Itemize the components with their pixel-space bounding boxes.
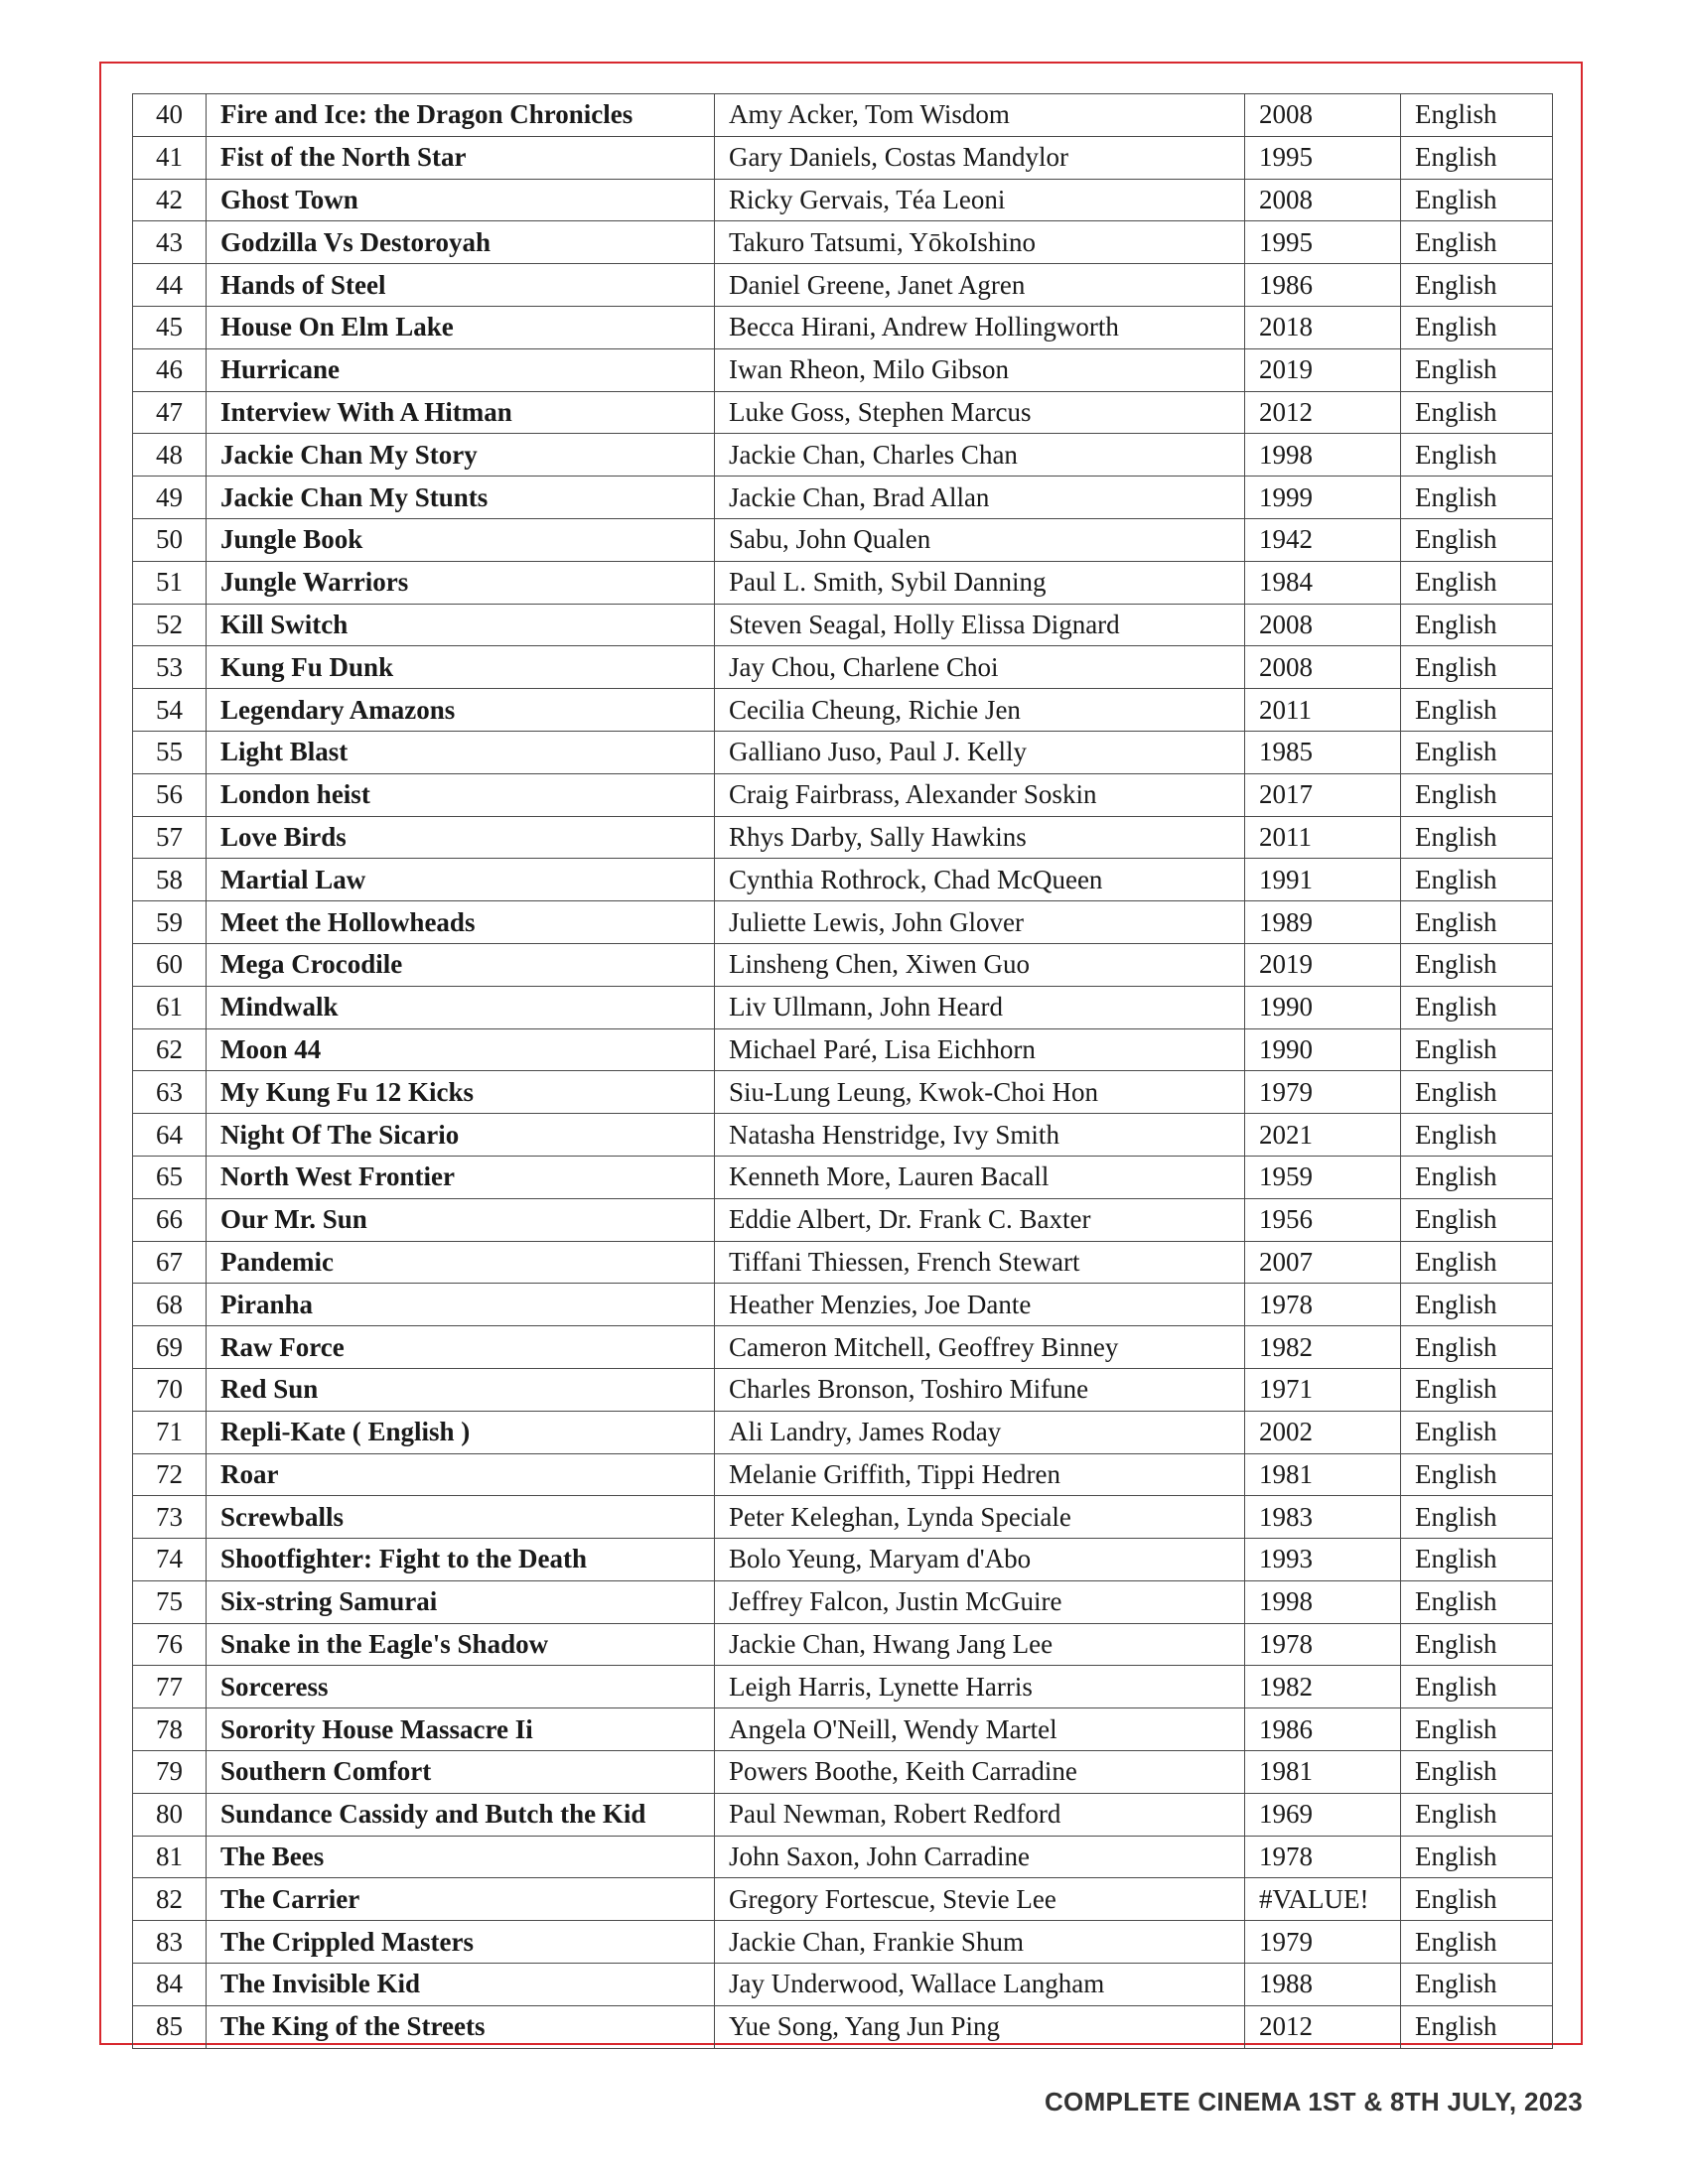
- film-number: 49: [133, 477, 207, 519]
- film-year: 1981: [1245, 1751, 1401, 1794]
- film-title: Piranha: [207, 1284, 715, 1326]
- table-row: [133, 1708, 1553, 1751]
- table-row: [133, 689, 1553, 732]
- film-number: 66: [133, 1198, 207, 1241]
- film-year: 1998: [1245, 434, 1401, 477]
- film-cast: Paul Newman, Robert Redford: [715, 1793, 1245, 1836]
- film-title: The Crippled Masters: [207, 1921, 715, 1964]
- film-number: 81: [133, 1836, 207, 1878]
- film-title: The Bees: [207, 1836, 715, 1878]
- table-row: [133, 986, 1553, 1028]
- film-cast: Jeffrey Falcon, Justin McGuire: [715, 1580, 1245, 1623]
- film-year: 2017: [1245, 773, 1401, 816]
- film-title: Roar: [207, 1453, 715, 1496]
- film-number: 50: [133, 518, 207, 561]
- film-language: English: [1401, 689, 1553, 732]
- film-cast: John Saxon, John Carradine: [715, 1836, 1245, 1878]
- film-year: 1989: [1245, 901, 1401, 944]
- film-number: 75: [133, 1580, 207, 1623]
- film-year: 1978: [1245, 1284, 1401, 1326]
- film-year: 1982: [1245, 1326, 1401, 1369]
- film-number: 82: [133, 1878, 207, 1921]
- film-number: 45: [133, 306, 207, 348]
- film-year: 2007: [1245, 1241, 1401, 1284]
- table-row: [133, 1793, 1553, 1836]
- film-year: 2008: [1245, 94, 1401, 137]
- film-language: English: [1401, 1921, 1553, 1964]
- table-row: [133, 477, 1553, 519]
- film-cast: Liv Ullmann, John Heard: [715, 986, 1245, 1028]
- table-row: [133, 1241, 1553, 1284]
- film-number: 80: [133, 1793, 207, 1836]
- film-language: English: [1401, 943, 1553, 986]
- film-title: Repli-Kate ( English ): [207, 1411, 715, 1453]
- film-year: 2011: [1245, 816, 1401, 859]
- film-language: English: [1401, 518, 1553, 561]
- table-row: [133, 731, 1553, 773]
- film-cast: Eddie Albert, Dr. Frank C. Baxter: [715, 1198, 1245, 1241]
- table-row: [133, 179, 1553, 221]
- table-row: [133, 1623, 1553, 1666]
- film-year: 1942: [1245, 518, 1401, 561]
- film-language: English: [1401, 859, 1553, 901]
- film-language: English: [1401, 1708, 1553, 1751]
- film-title: The Invisible Kid: [207, 1964, 715, 2006]
- film-number: 41: [133, 136, 207, 179]
- film-title: Godzilla Vs Destoroyah: [207, 221, 715, 264]
- film-year: 2019: [1245, 943, 1401, 986]
- table-row: [133, 94, 1553, 137]
- film-title: Jungle Warriors: [207, 561, 715, 604]
- film-title: Sundance Cassidy and Butch the Kid: [207, 1793, 715, 1836]
- film-title: My Kung Fu 12 Kicks: [207, 1071, 715, 1114]
- film-cast: Amy Acker, Tom Wisdom: [715, 94, 1245, 137]
- film-language: English: [1401, 264, 1553, 307]
- film-number: 47: [133, 391, 207, 434]
- film-title: Shootfighter: Fight to the Death: [207, 1539, 715, 1581]
- film-number: 85: [133, 2005, 207, 2048]
- film-year: 1979: [1245, 1071, 1401, 1114]
- film-cast: Natasha Henstridge, Ivy Smith: [715, 1114, 1245, 1157]
- film-year: 1991: [1245, 859, 1401, 901]
- film-number: 56: [133, 773, 207, 816]
- film-language: English: [1401, 1496, 1553, 1539]
- footer-caption: COMPLETE CINEMA 1ST & 8TH JULY, 2023: [1044, 2087, 1583, 2116]
- film-cast: Jackie Chan, Brad Allan: [715, 477, 1245, 519]
- film-language: English: [1401, 1411, 1553, 1453]
- film-cast: Becca Hirani, Andrew Hollingworth: [715, 306, 1245, 348]
- film-cast: Peter Keleghan, Lynda Speciale: [715, 1496, 1245, 1539]
- film-cast: Jackie Chan, Charles Chan: [715, 434, 1245, 477]
- film-language: English: [1401, 1623, 1553, 1666]
- table-row: [133, 1156, 1553, 1198]
- film-title: Jungle Book: [207, 518, 715, 561]
- table-row: [133, 1198, 1553, 1241]
- table-row: [133, 1921, 1553, 1964]
- film-year: 2008: [1245, 604, 1401, 646]
- film-language: English: [1401, 1368, 1553, 1411]
- film-cast: Tiffani Thiessen, French Stewart: [715, 1241, 1245, 1284]
- film-number: 69: [133, 1326, 207, 1369]
- film-language: English: [1401, 1453, 1553, 1496]
- film-number: 46: [133, 348, 207, 391]
- table-row: [133, 859, 1553, 901]
- film-number: 71: [133, 1411, 207, 1453]
- table-row: [133, 1326, 1553, 1369]
- film-cast: Melanie Griffith, Tippi Hedren: [715, 1453, 1245, 1496]
- table-row: [133, 816, 1553, 859]
- film-year: 1986: [1245, 1708, 1401, 1751]
- film-cast: Heather Menzies, Joe Dante: [715, 1284, 1245, 1326]
- table-row: [133, 1114, 1553, 1157]
- film-cast: Sabu, John Qualen: [715, 518, 1245, 561]
- film-number: 79: [133, 1751, 207, 1794]
- film-language: English: [1401, 221, 1553, 264]
- film-cast: Steven Seagal, Holly Elissa Dignard: [715, 604, 1245, 646]
- film-year: 1978: [1245, 1836, 1401, 1878]
- film-cast: Leigh Harris, Lynette Harris: [715, 1666, 1245, 1708]
- film-cast: Jackie Chan, Hwang Jang Lee: [715, 1623, 1245, 1666]
- film-year: 1978: [1245, 1623, 1401, 1666]
- film-cast: Ricky Gervais, Téa Leoni: [715, 179, 1245, 221]
- film-title: Interview With A Hitman: [207, 391, 715, 434]
- film-title: Sorceress: [207, 1666, 715, 1708]
- film-cast: Jay Underwood, Wallace Langham: [715, 1964, 1245, 2006]
- film-title: Legendary Amazons: [207, 689, 715, 732]
- film-number: 52: [133, 604, 207, 646]
- film-title: House On Elm Lake: [207, 306, 715, 348]
- film-cast: Angela O'Neill, Wendy Martel: [715, 1708, 1245, 1751]
- film-year: 1956: [1245, 1198, 1401, 1241]
- film-year: 1993: [1245, 1539, 1401, 1581]
- film-number: 48: [133, 434, 207, 477]
- film-number: 72: [133, 1453, 207, 1496]
- film-year: 1995: [1245, 221, 1401, 264]
- film-language: English: [1401, 561, 1553, 604]
- film-number: 78: [133, 1708, 207, 1751]
- film-number: 58: [133, 859, 207, 901]
- film-year: 1995: [1245, 136, 1401, 179]
- film-language: English: [1401, 604, 1553, 646]
- film-cast: Takuro Tatsumi, YōkoIshino: [715, 221, 1245, 264]
- film-cast: Paul L. Smith, Sybil Danning: [715, 561, 1245, 604]
- film-cast: Michael Paré, Lisa Eichhorn: [715, 1028, 1245, 1071]
- film-language: English: [1401, 477, 1553, 519]
- film-cast: Powers Boothe, Keith Carradine: [715, 1751, 1245, 1794]
- film-number: 51: [133, 561, 207, 604]
- film-language: English: [1401, 1114, 1553, 1157]
- film-title: Hurricane: [207, 348, 715, 391]
- film-number: 73: [133, 1496, 207, 1539]
- film-number: 59: [133, 901, 207, 944]
- film-year: 1983: [1245, 1496, 1401, 1539]
- film-language: English: [1401, 434, 1553, 477]
- film-cast: Jackie Chan, Frankie Shum: [715, 1921, 1245, 1964]
- film-language: English: [1401, 306, 1553, 348]
- film-language: English: [1401, 136, 1553, 179]
- film-language: English: [1401, 731, 1553, 773]
- table-row: [133, 1071, 1553, 1114]
- film-language: English: [1401, 2005, 1553, 2048]
- film-cast: Charles Bronson, Toshiro Mifune: [715, 1368, 1245, 1411]
- table-row: [133, 1539, 1553, 1581]
- film-number: 57: [133, 816, 207, 859]
- table-row: [133, 306, 1553, 348]
- film-title: Love Birds: [207, 816, 715, 859]
- film-year: 1984: [1245, 561, 1401, 604]
- table-row: [133, 943, 1553, 986]
- film-year: 2012: [1245, 2005, 1401, 2048]
- film-title: Red Sun: [207, 1368, 715, 1411]
- film-year: 2018: [1245, 306, 1401, 348]
- film-cast: Gregory Fortescue, Stevie Lee: [715, 1878, 1245, 1921]
- film-year: 1979: [1245, 1921, 1401, 1964]
- film-language: English: [1401, 1198, 1553, 1241]
- film-year: 1999: [1245, 477, 1401, 519]
- film-language: English: [1401, 94, 1553, 137]
- film-cast: Kenneth More, Lauren Bacall: [715, 1156, 1245, 1198]
- film-title: The King of the Streets: [207, 2005, 715, 2048]
- film-cast: Yue Song, Yang Jun Ping: [715, 2005, 1245, 2048]
- table-row: [133, 1878, 1553, 1921]
- film-year: 1988: [1245, 1964, 1401, 2006]
- table-row: [133, 1836, 1553, 1878]
- film-language: English: [1401, 1284, 1553, 1326]
- film-year: 1971: [1245, 1368, 1401, 1411]
- film-number: 84: [133, 1964, 207, 2006]
- film-year: 2019: [1245, 348, 1401, 391]
- film-number: 83: [133, 1921, 207, 1964]
- table-row: [133, 1368, 1553, 1411]
- film-year: 1969: [1245, 1793, 1401, 1836]
- film-title: Raw Force: [207, 1326, 715, 1369]
- film-year: 2002: [1245, 1411, 1401, 1453]
- film-language: English: [1401, 1539, 1553, 1581]
- film-language: English: [1401, 1580, 1553, 1623]
- film-number: 60: [133, 943, 207, 986]
- film-number: 43: [133, 221, 207, 264]
- table-row: [133, 1028, 1553, 1071]
- table-row: [133, 1964, 1553, 2006]
- film-language: English: [1401, 1878, 1553, 1921]
- film-title: Light Blast: [207, 731, 715, 773]
- film-title: Sorority House Massacre Ii: [207, 1708, 715, 1751]
- table-row: [133, 561, 1553, 604]
- film-language: English: [1401, 348, 1553, 391]
- film-year: 2011: [1245, 689, 1401, 732]
- film-year: 1990: [1245, 986, 1401, 1028]
- film-number: 68: [133, 1284, 207, 1326]
- film-language: English: [1401, 1241, 1553, 1284]
- table-row: [133, 1666, 1553, 1708]
- film-title: The Carrier: [207, 1878, 715, 1921]
- film-language: English: [1401, 1071, 1553, 1114]
- film-year: 2012: [1245, 391, 1401, 434]
- film-language: English: [1401, 1028, 1553, 1071]
- film-title: North West Frontier: [207, 1156, 715, 1198]
- film-year: 2021: [1245, 1114, 1401, 1157]
- film-year: 1985: [1245, 731, 1401, 773]
- film-title: Screwballs: [207, 1496, 715, 1539]
- film-title: Our Mr. Sun: [207, 1198, 715, 1241]
- table-row: [133, 901, 1553, 944]
- film-year: 1981: [1245, 1453, 1401, 1496]
- film-title: Hands of Steel: [207, 264, 715, 307]
- film-title: Kill Switch: [207, 604, 715, 646]
- film-cast: Cecilia Cheung, Richie Jen: [715, 689, 1245, 732]
- table-row: [133, 1496, 1553, 1539]
- film-title: London heist: [207, 773, 715, 816]
- film-year: #VALUE!: [1245, 1878, 1401, 1921]
- film-language: English: [1401, 986, 1553, 1028]
- film-language: English: [1401, 901, 1553, 944]
- table-row: [133, 1580, 1553, 1623]
- film-title: Six-string Samurai: [207, 1580, 715, 1623]
- film-title: Moon 44: [207, 1028, 715, 1071]
- film-year: 1959: [1245, 1156, 1401, 1198]
- table-row: [133, 264, 1553, 307]
- film-year: 1990: [1245, 1028, 1401, 1071]
- film-number: 76: [133, 1623, 207, 1666]
- film-language: English: [1401, 1156, 1553, 1198]
- film-number: 63: [133, 1071, 207, 1114]
- film-cast: Iwan Rheon, Milo Gibson: [715, 348, 1245, 391]
- film-number: 54: [133, 689, 207, 732]
- film-language: English: [1401, 816, 1553, 859]
- film-title: Night Of The Sicario: [207, 1114, 715, 1157]
- film-title: Jackie Chan My Story: [207, 434, 715, 477]
- film-cast: Juliette Lewis, John Glover: [715, 901, 1245, 944]
- film-title: Fist of the North Star: [207, 136, 715, 179]
- table-row: [133, 604, 1553, 646]
- film-language: English: [1401, 1964, 1553, 2006]
- film-title: Ghost Town: [207, 179, 715, 221]
- film-cast: Linsheng Chen, Xiwen Guo: [715, 943, 1245, 986]
- film-number: 67: [133, 1241, 207, 1284]
- film-language: English: [1401, 179, 1553, 221]
- film-number: 64: [133, 1114, 207, 1157]
- film-cast: Gary Daniels, Costas Mandylor: [715, 136, 1245, 179]
- film-year: 1998: [1245, 1580, 1401, 1623]
- film-cast: Jay Chou, Charlene Choi: [715, 646, 1245, 689]
- film-title: Kung Fu Dunk: [207, 646, 715, 689]
- table-row: [133, 518, 1553, 561]
- film-number: 77: [133, 1666, 207, 1708]
- film-number: 62: [133, 1028, 207, 1071]
- table-row: [133, 1284, 1553, 1326]
- table-row: [133, 1411, 1553, 1453]
- film-cast: Craig Fairbrass, Alexander Soskin: [715, 773, 1245, 816]
- table-row: [133, 1453, 1553, 1496]
- table-row: [133, 348, 1553, 391]
- film-title: Martial Law: [207, 859, 715, 901]
- film-cast: Rhys Darby, Sally Hawkins: [715, 816, 1245, 859]
- film-language: English: [1401, 1836, 1553, 1878]
- table-row: [133, 646, 1553, 689]
- film-language: English: [1401, 1793, 1553, 1836]
- films-table: [132, 93, 1553, 2049]
- film-title: Snake in the Eagle's Shadow: [207, 1623, 715, 1666]
- film-number: 55: [133, 731, 207, 773]
- film-number: 70: [133, 1368, 207, 1411]
- film-number: 74: [133, 1539, 207, 1581]
- film-year: 1982: [1245, 1666, 1401, 1708]
- table-row: [133, 1751, 1553, 1794]
- film-cast: Galliano Juso, Paul J. Kelly: [715, 731, 1245, 773]
- film-language: English: [1401, 1751, 1553, 1794]
- film-cast: Luke Goss, Stephen Marcus: [715, 391, 1245, 434]
- film-cast: Cameron Mitchell, Geoffrey Binney: [715, 1326, 1245, 1369]
- film-language: English: [1401, 1326, 1553, 1369]
- film-title: Jackie Chan My Stunts: [207, 477, 715, 519]
- film-number: 44: [133, 264, 207, 307]
- film-language: English: [1401, 1666, 1553, 1708]
- film-number: 61: [133, 986, 207, 1028]
- table-row: [133, 434, 1553, 477]
- film-number: 42: [133, 179, 207, 221]
- film-cast: Ali Landry, James Roday: [715, 1411, 1245, 1453]
- film-cast: Cynthia Rothrock, Chad McQueen: [715, 859, 1245, 901]
- film-title: Mega Crocodile: [207, 943, 715, 986]
- film-cast: Siu-Lung Leung, Kwok-Choi Hon: [715, 1071, 1245, 1114]
- film-cast: Daniel Greene, Janet Agren: [715, 264, 1245, 307]
- table-row: [133, 136, 1553, 179]
- film-year: 2008: [1245, 646, 1401, 689]
- film-year: 2008: [1245, 179, 1401, 221]
- film-number: 53: [133, 646, 207, 689]
- film-year: 1986: [1245, 264, 1401, 307]
- table-row: [133, 391, 1553, 434]
- film-language: English: [1401, 773, 1553, 816]
- film-title: Southern Comfort: [207, 1751, 715, 1794]
- film-language: English: [1401, 646, 1553, 689]
- film-title: Pandemic: [207, 1241, 715, 1284]
- film-number: 40: [133, 94, 207, 137]
- table-row: [133, 2005, 1553, 2048]
- film-title: Fire and Ice: the Dragon Chronicles: [207, 94, 715, 137]
- film-title: Mindwalk: [207, 986, 715, 1028]
- film-cast: Bolo Yeung, Maryam d'Abo: [715, 1539, 1245, 1581]
- film-number: 65: [133, 1156, 207, 1198]
- film-title: Meet the Hollowheads: [207, 901, 715, 944]
- table-row: [133, 221, 1553, 264]
- table-row: [133, 773, 1553, 816]
- films-table-body: [133, 94, 1553, 2049]
- film-language: English: [1401, 391, 1553, 434]
